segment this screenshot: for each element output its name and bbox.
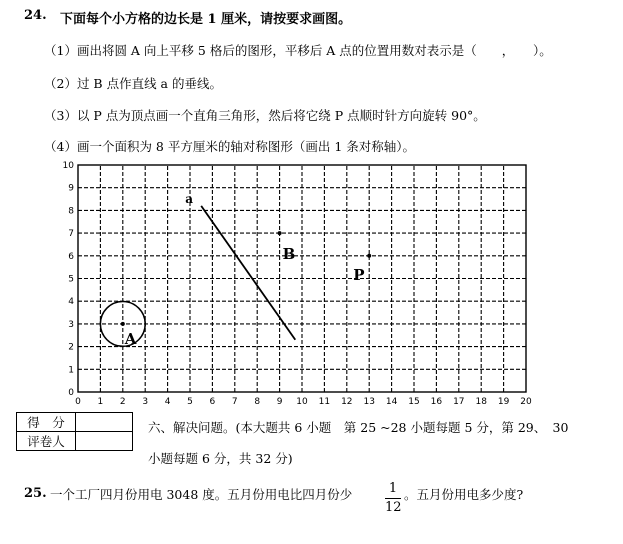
point-b-dot [278,231,282,235]
question-25-text-end: 。五月份用电多少度? [404,487,524,502]
section-6-heading: 六、解决问题。(本大题共 6 小题 第 25 ~28 小题每题 5 分，第 29、 30 [148,420,569,435]
x-tick-label: 11 [318,397,331,407]
x-tick-label: 19 [497,397,510,407]
question-25-text: 一个工厂四月份用电 3048 度。五月份用电比四月份少 [50,487,353,502]
point-b-label: B [282,245,296,264]
x-tick-label: 9 [276,397,283,407]
fraction-numerator: 1 [388,481,398,496]
question-25-number: 25. [24,486,47,501]
point-a-label: A [124,329,137,348]
score-cell[interactable] [76,413,133,432]
x-tick-label: 14 [385,397,398,407]
y-tick-label: 1 [68,365,74,376]
y-tick-label: 5 [68,274,74,285]
fraction-one-twelfth [385,481,401,516]
question-24-part-2: （2）过 B 点作直线 a 的垂线。 [44,76,222,91]
x-tick-label: 13 [363,397,375,407]
score-box [16,412,133,451]
score-label: 得 分 [17,413,76,432]
x-tick-label: 10 [296,397,308,407]
point-p-dot [367,254,371,258]
y-tick-label: 10 [62,161,74,171]
x-tick-label: 18 [475,397,487,407]
x-tick-label: 4 [164,397,171,407]
x-tick-label: 6 [209,397,216,407]
y-tick-label: 8 [68,206,74,217]
question-24-part-4: （4）画一个面积为 8 平方厘米的轴对称图形（画出 1 条对称轴）。 [44,139,416,154]
x-tick-label: 5 [187,397,193,407]
x-tick-label: 8 [254,397,261,407]
x-tick-label: 7 [231,397,238,407]
grader-label: 评卷人 [17,432,76,451]
y-tick-label: 6 [68,251,74,262]
question-24-part-3: （3）以 P 点为顶点画一个直角三角形，然后将它绕 P 点顺时针方向旋转 90°。 [44,108,486,123]
y-tick-label: 7 [68,229,74,240]
point-a-dot [121,322,125,326]
x-tick-label: 0 [75,397,81,407]
question-24-number: 24. [24,8,47,23]
y-tick-label: 2 [68,342,74,353]
y-tick-label: 0 [68,388,74,398]
y-tick-label: 4 [68,297,74,308]
x-tick-label: 3 [142,397,149,407]
fraction-denominator: 12 [385,500,402,515]
x-tick-label: 20 [520,397,532,407]
x-tick-label: 1 [97,397,104,407]
x-tick-label: 12 [341,397,353,407]
point-p-label: P [353,265,365,284]
y-tick-label: 9 [68,183,74,194]
question-24-title: 下面每个小方格的边长是 1 厘米，请按要求画图。 [60,12,352,27]
x-tick-label: 2 [119,397,126,407]
x-tick-label: 17 [453,397,465,407]
question-24-part-1: （1）画出将圆 A 向上平移 5 格后的图形，平移后 A 点的位置用数对表示是（ ， ）。 [44,43,552,58]
x-tick-label: 16 [430,397,443,407]
x-tick-label: 15 [408,397,420,407]
grader-cell[interactable] [76,432,133,451]
section-6-heading-cont: 小题每题 6 分，共 32 分) [148,451,293,466]
y-tick-label: 3 [68,319,74,330]
line-a-label: a [185,191,193,206]
line-a [201,206,295,340]
